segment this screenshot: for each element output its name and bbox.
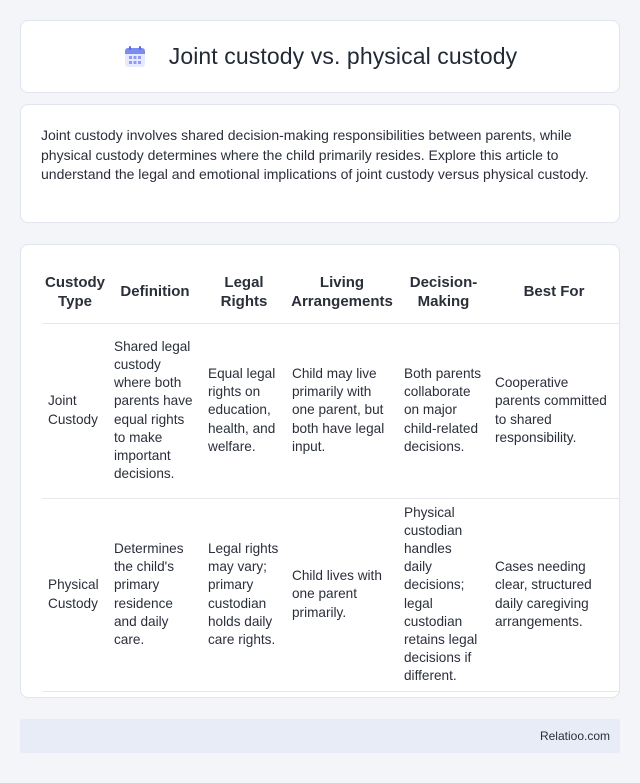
cell-definition: Determines the child's primary residence and daily care. [108,498,202,691]
table-row [42,323,619,498]
intro-text: Joint custody involves shared decision-making responsibilities between parents, while physical custody determines where the child primarily resides. Explore this article to understand the legal and emotional implications of joint custody versus physical custody. [41,127,589,182]
table-row [42,498,619,691]
cell-decision-making: Both parents collaborate on major child-related decisions. [398,323,489,498]
header-best-for: Best For [489,261,619,323]
cell-definition: Shared legal custody where both parents have equal rights to make important decisions. [108,323,202,498]
cell-best-for: Cases needing clear, structured daily caregiving arrangements. [489,498,619,691]
cell-legal-rights: Legal rights may vary; primary custodian holds daily care rights. [202,498,286,691]
cell-custody-type: Physical Custody [42,498,108,691]
cell-legal-rights: Equal legal rights on education, health, and welfare. [202,323,286,498]
footer-brand: Relatioo.com [539,729,610,743]
page-title: Joint custody vs. physical custody [168,43,518,69]
comparison-card [20,244,620,698]
calendar-icon [123,45,147,69]
cell-living-arrangements: Child lives with one parent primarily. [286,498,398,691]
header-custody-type: Custody Type [42,261,108,323]
header-living-arrangements: Living Arrangements [286,261,398,323]
footer [20,719,620,753]
header-legal-rights: Legal Rights [202,261,286,323]
intro-card [20,104,620,223]
cell-living-arrangements: Child may live primarily with one parent, but both have legal input. [286,323,398,498]
title-card [20,20,620,93]
header-definition: Definition [108,261,202,323]
table-header-row [42,261,619,323]
cell-custody-type: Joint Custody [42,323,108,498]
header-decision-making: Decision-Making [398,261,489,323]
comparison-table [42,261,619,692]
cell-best-for: Cooperative parents committed to shared responsibility. [489,323,619,498]
cell-decision-making: Physical custodian handles daily decisions; legal custodian retains legal decisions if different. [398,498,489,691]
